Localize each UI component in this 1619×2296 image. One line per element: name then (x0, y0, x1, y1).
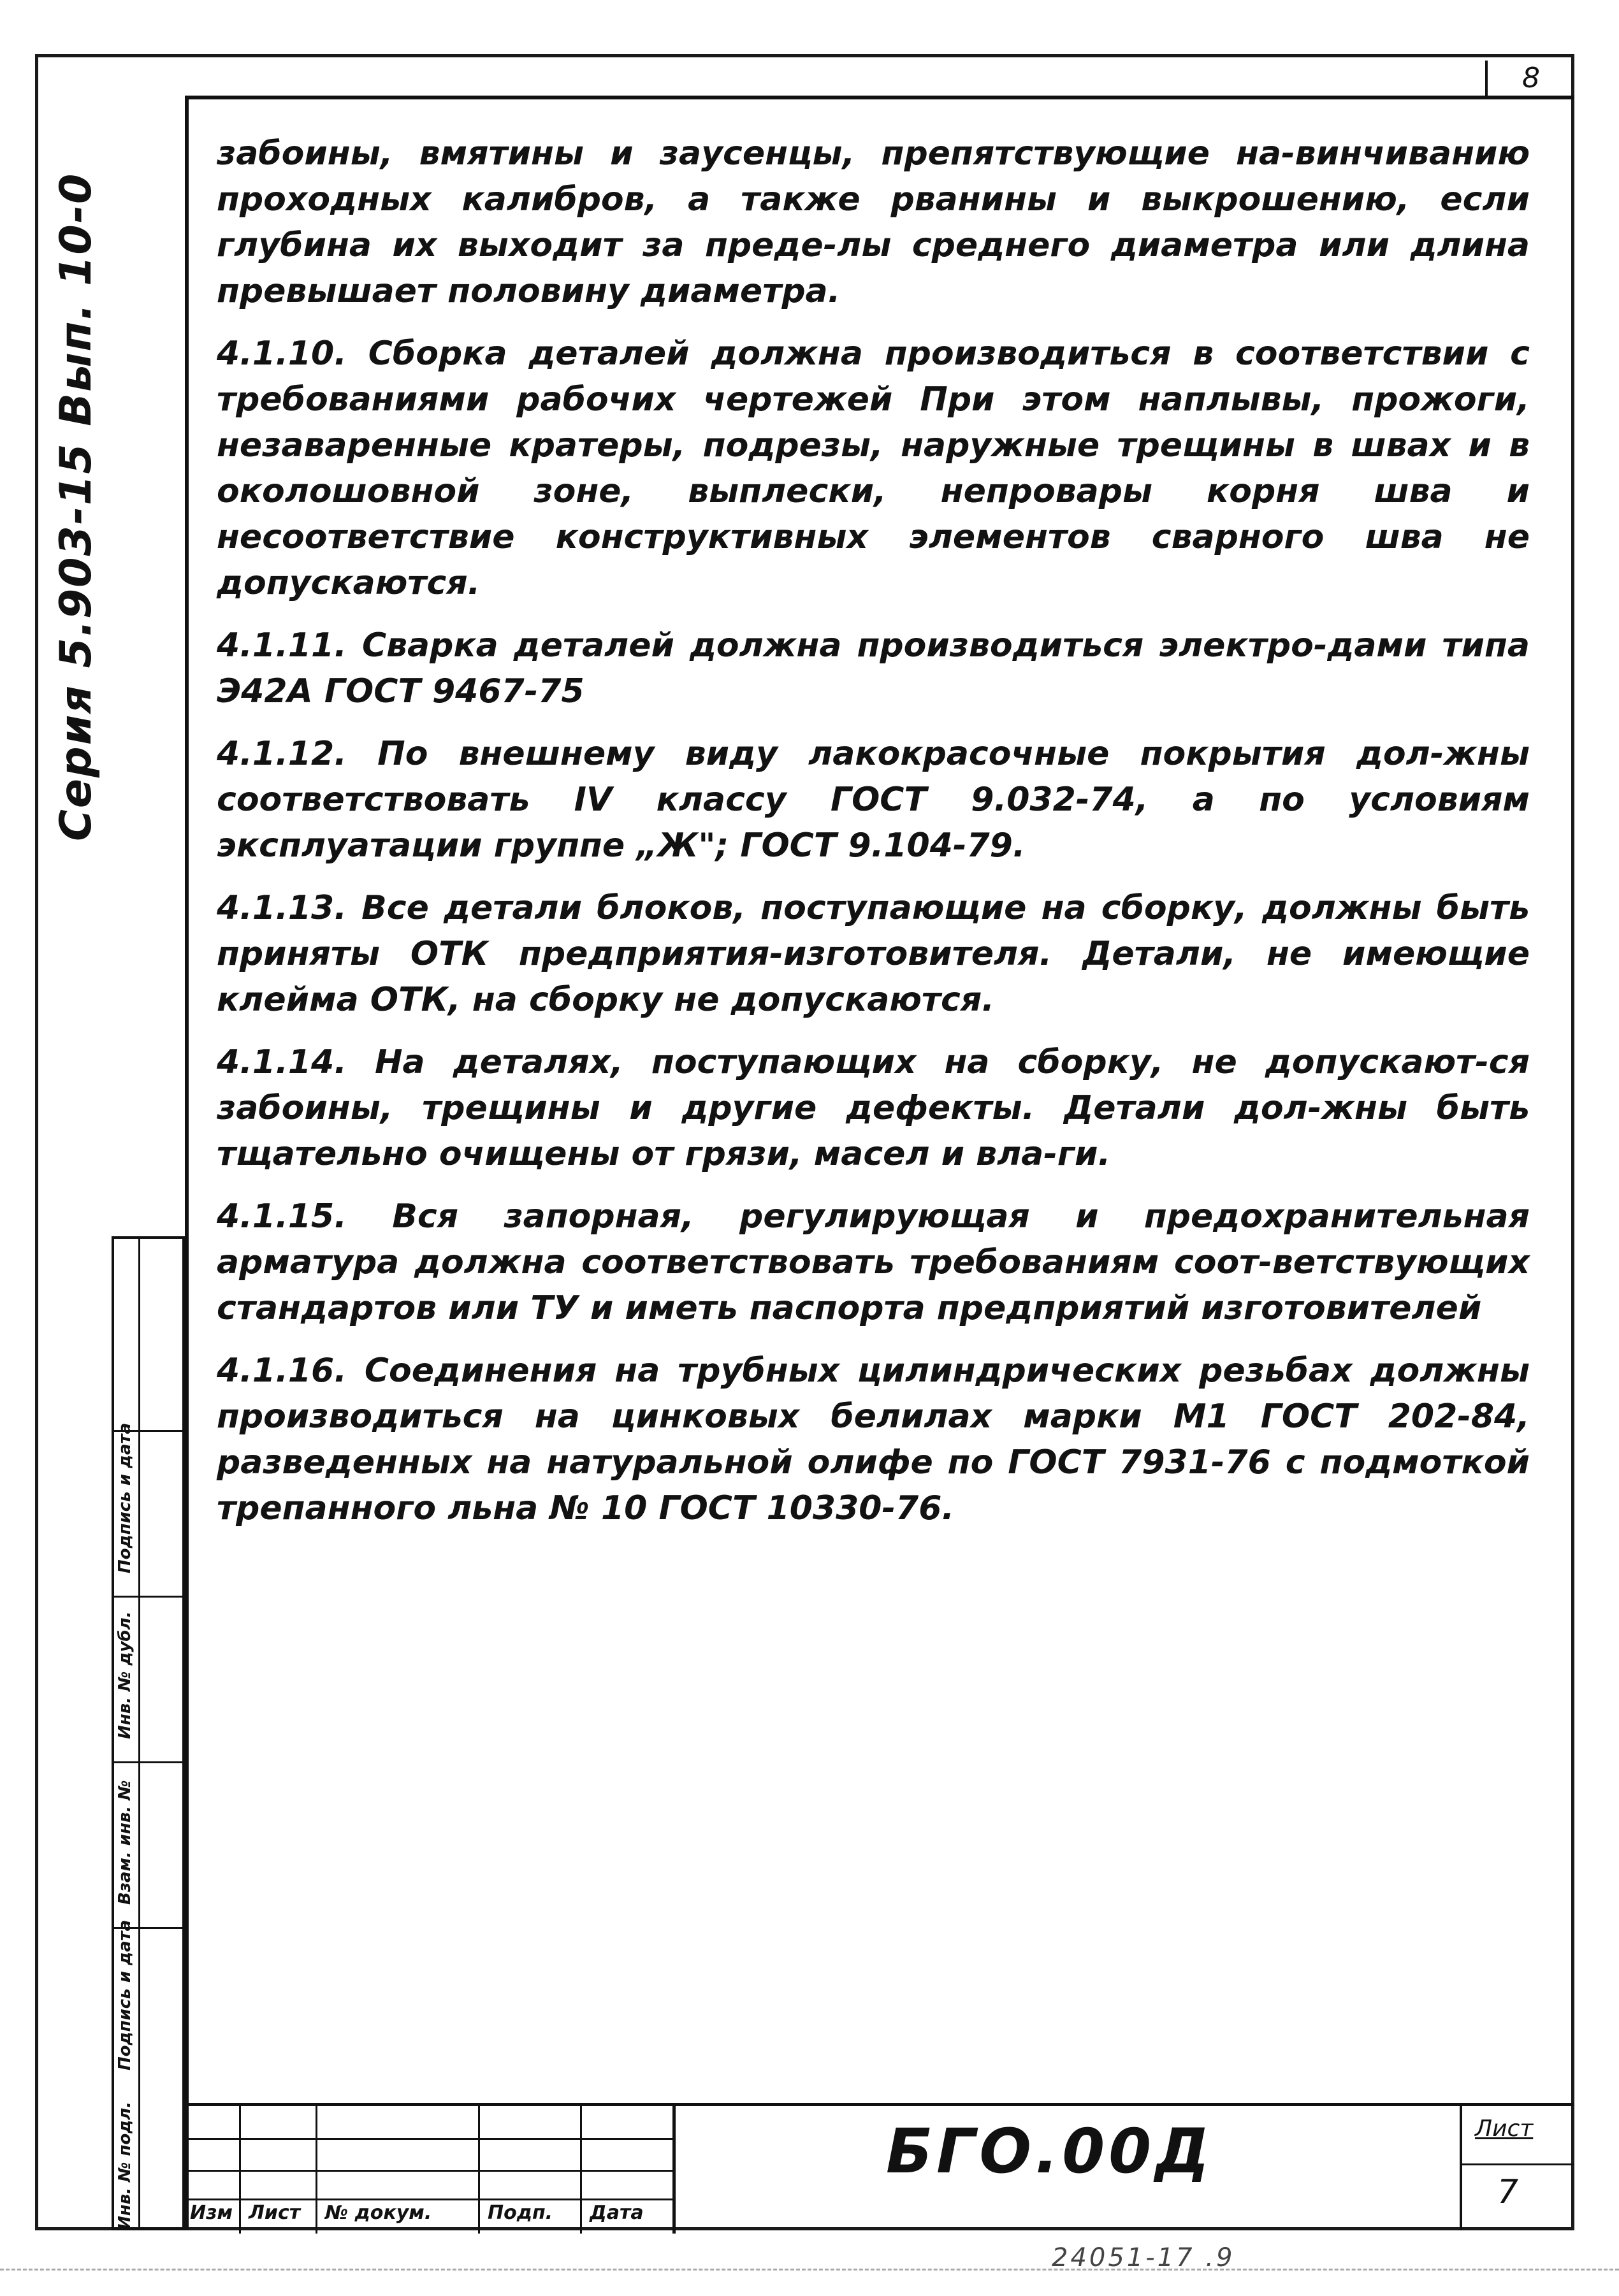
list-box-divider (1462, 2163, 1574, 2165)
document-code: БГО.00Д (886, 2116, 1214, 2187)
side-stamp-strip (112, 1236, 185, 2230)
tb-col-line (316, 2106, 317, 2234)
tb-label-list: Лист (249, 2202, 301, 2224)
paragraph-4-1-10: 4.1.10. Сборка деталей должна производиться в соответствии с требованиями рабочих чертежей При этом наплывы, прожоги, незаваренные кратеры, подрезы, наружные трещины в швах и в околошовной зоне, выплески, непровары корня шва и несоответствие конструктивных элементов сварного шва не допускаются. (217, 335, 1530, 602)
scan-edge-line (0, 2269, 1619, 2271)
tb-label-izm: Изм (190, 2202, 233, 2224)
list-box (1460, 2103, 1574, 2230)
paragraph-4-1-16: 4.1.16. Соединения на трубных цилиндрических резьбах должны производиться на цинковых белилах марки М1 ГОСТ 202-84, разведенных на натуральной олифе по ГОСТ 7931-76 с подмоткой трепанного льна № 10 ГОСТ 10330-76. (217, 1352, 1530, 1527)
side-label-vzam-inv: Взам. инв. № (115, 1780, 134, 1905)
paragraph-4-1-15: 4.1.15. Вся запорная, регулирующая и предохранительная арматура должна соответствовать требованиям соот-ветствующих стандартов или ТУ и иметь паспорта предприятий изготовителей (217, 1197, 1530, 1327)
tb-col-line (478, 2106, 480, 2234)
side-strip-row-line (114, 1596, 182, 1598)
title-block (185, 2103, 1574, 2230)
side-strip-row-line (114, 1761, 182, 1763)
document-body (217, 131, 1530, 1548)
side-label-podpis-data-2: Подпись и дата (115, 1422, 134, 1573)
series-caption: Серия 5.903-15 Вып. 10-0 (51, 172, 101, 841)
paragraph-continuation: забоины, вмятины и заусенцы, препятствующие на-винчиванию проходных калибров, а также рванины и выкрошению, если глубина их выходит за преде-лы среднего диаметра или длина превышает половину диаметра. (217, 134, 1530, 310)
sheet-number: 8 (1485, 61, 1574, 99)
tb-label-n-dokum: № докум. (325, 2202, 432, 2224)
tb-label-podp: Подп. (488, 2202, 553, 2224)
tb-label-data: Дата (590, 2202, 644, 2224)
side-label-inv-podl: Инв. № подл. (115, 2101, 134, 2230)
title-block-grid (185, 2106, 676, 2234)
tb-row-line (185, 2138, 672, 2140)
paragraph-4-1-11: 4.1.11. Сварка деталей должна производиться электро-дами типа Э42А ГОСТ 9467-75 (217, 626, 1530, 711)
tb-row-line (185, 2170, 672, 2172)
tb-row-line (185, 2199, 672, 2200)
tb-col-line (580, 2106, 582, 2234)
side-label-inv-dubl: Инв. № дубл. (115, 1611, 134, 1739)
paragraph-4-1-14: 4.1.14. На деталях, поступающих на сборку, не допускают-ся забоины, трещины и другие дефекты. Детали дол-жны быть тщательно очищены от грязи, масел и вла-ги. (217, 1043, 1530, 1173)
list-number: 7 (1497, 2173, 1519, 2211)
tb-col-line (239, 2106, 241, 2234)
paragraph-4-1-13: 4.1.13. Все детали блоков, поступающие на сборку, должны быть приняты ОТК предприятия-изготовителя. Детали, не имеющие клейма ОТК, на сборку не допускаются. (217, 889, 1530, 1019)
footer-code: 24051-17 .9 (1052, 2243, 1235, 2272)
list-label: Лист (1475, 2116, 1534, 2142)
side-strip-divider (138, 1239, 140, 2228)
paragraph-4-1-12: 4.1.12. По внешнему виду лакокрасочные покрытия дол-жны соответствовать IV классу ГОСТ 9.032-74, а по условиям эксплуатации группе „Ж"; ГОСТ 9.104-79. (217, 735, 1530, 865)
side-label-podpis-data-1: Подпись и дата (115, 1919, 134, 2070)
